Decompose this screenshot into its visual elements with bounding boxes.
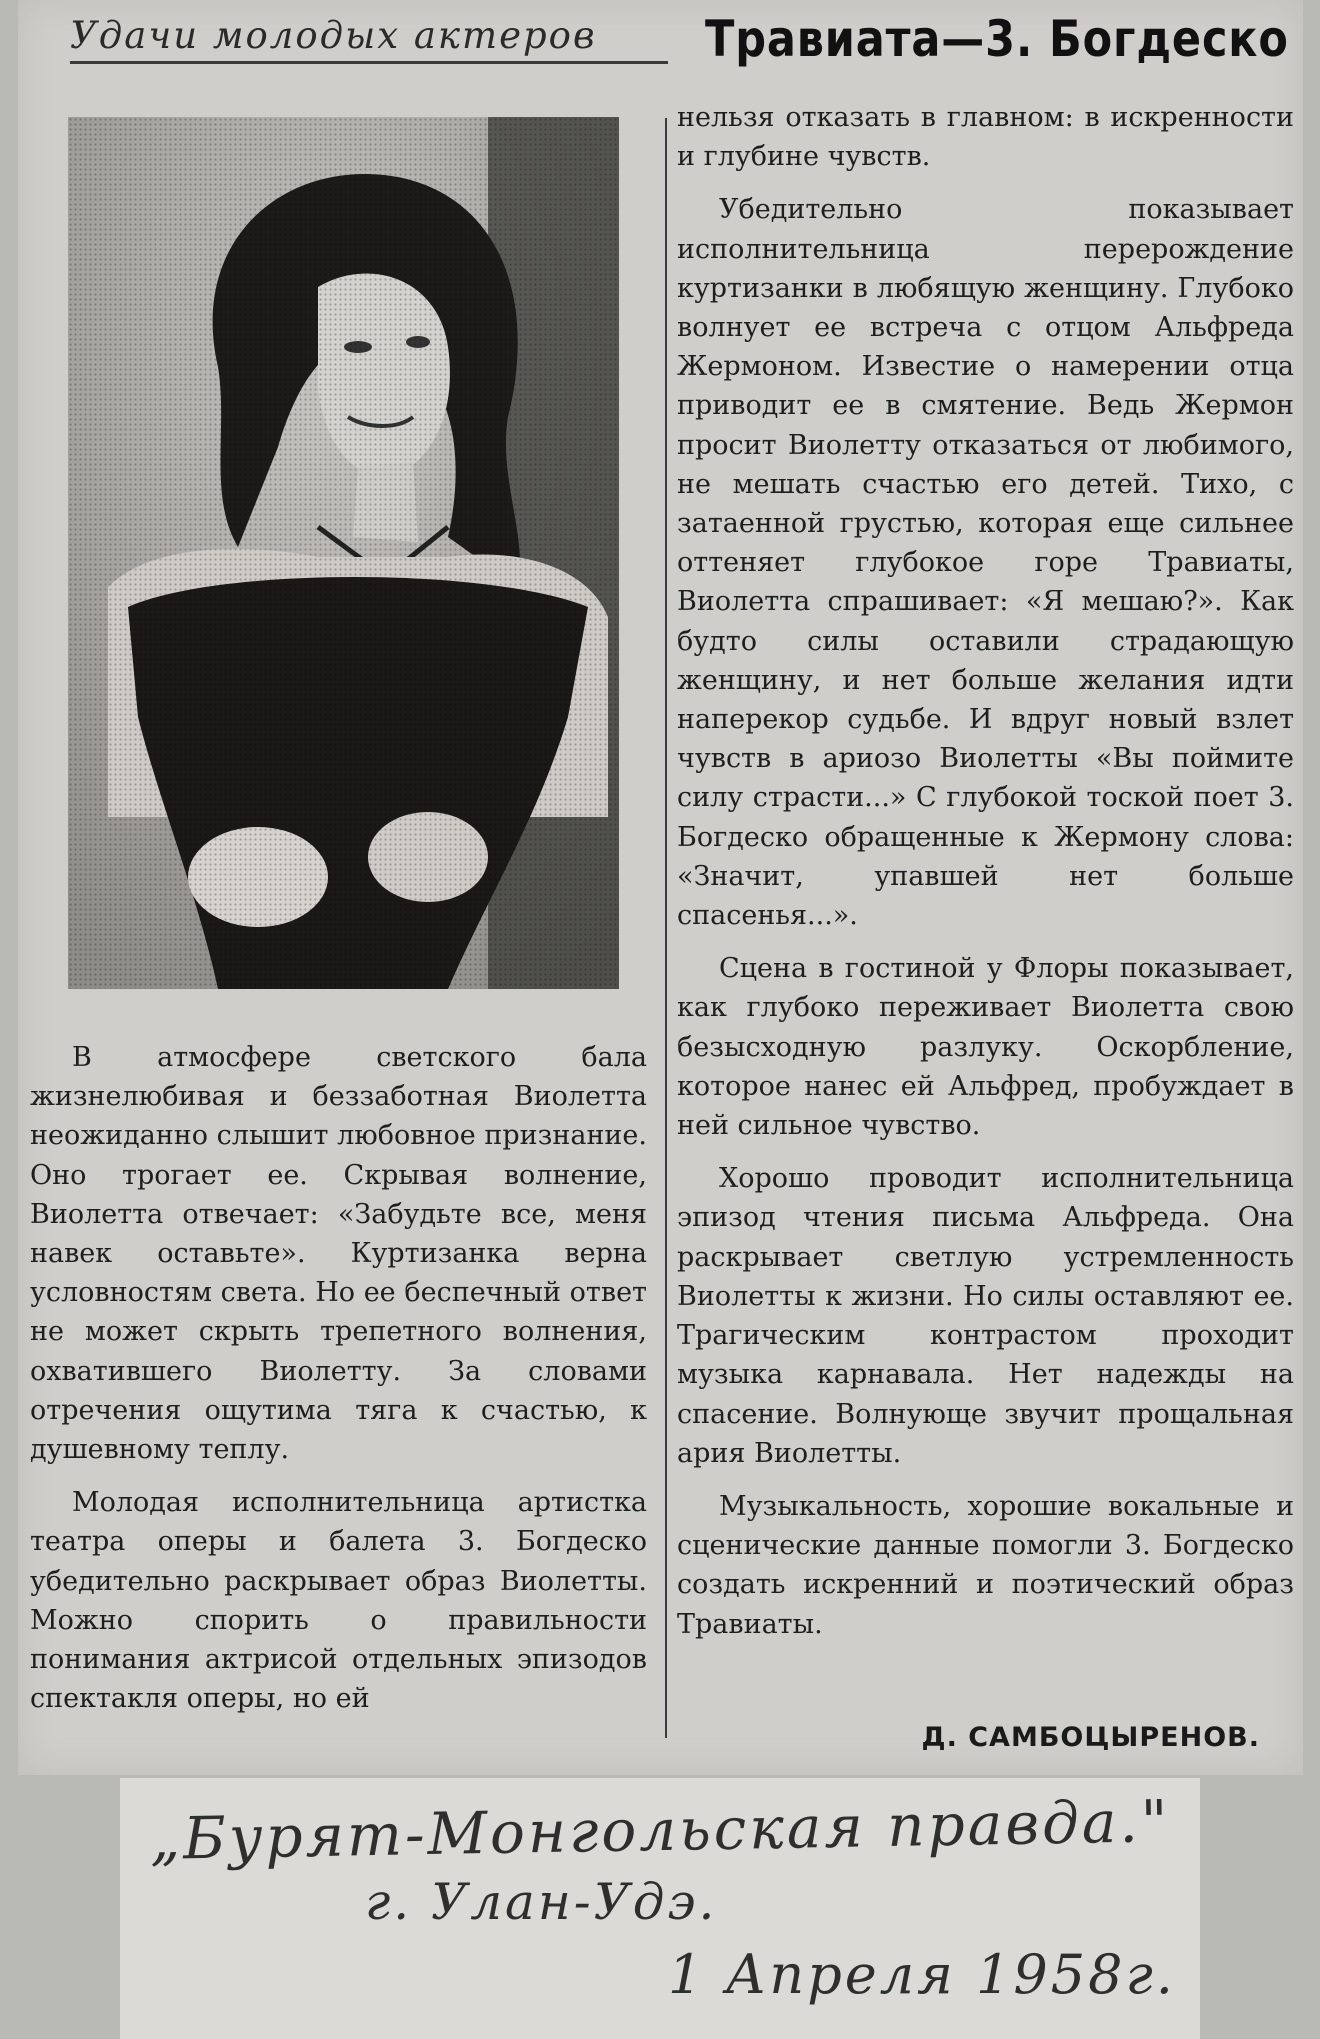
right-column xyxy=(677,98,1294,1658)
left-column xyxy=(30,1038,647,1732)
column-divider xyxy=(665,118,667,1738)
paragraph-continuation: нельзя отказать в главном: в искренности и глубине чувств. xyxy=(677,102,1294,173)
rubric: Удачи молодых актеров xyxy=(70,14,668,64)
handwritten-source-note xyxy=(120,1778,1200,2039)
handwritten-newspaper-name: „Бурят-Монгольская правда." xyxy=(149,1787,1172,1873)
handwritten-date: 1 Апреля 1958г. xyxy=(668,1943,1176,2006)
paragraph: Хорошо проводит исполнительница эпизод чтения письма Альфреда. Она раскрывает светлую устремленность Виолетты к жизни. Но силы оставляют ее. Трагическим контрастом проходит музыка карнавала. Нет надежды на спасение. Волнующе звучит прощальная ария Виолетты. xyxy=(677,1163,1294,1469)
portrait-photo xyxy=(68,117,619,989)
paragraph: Убедительно показывает исполнительница перерождение куртизанки в любящую женщину. Глубоко волнует ее встреча с отцом Альфреда Жермоном. Известие о намерении отца приводит ее в смятение. Ведь Жермон просит Виолетту отказаться от любимого, не мешать счастью его детей. Тихо, с затаенной грустью, которая еще сильнее оттеняет глубокое горе Травиаты, Виолетта спрашивает: «Я мешаю?». Как будто силы оставили страдающую женщину, и нет больше желания идти наперекор судьбе. И вдруг новый взлет чувств в ариозо Виолетты «Вы поймите силу страсти...» С глубокой тоской поет 3. Богдеско обращенные к Жермону слова: «Значит, упавшей нет больше спасенья...». xyxy=(677,194,1294,932)
author-signature: Д. САМБОЦЫРЕНОВ. xyxy=(921,1722,1260,1753)
paragraph: Музыкальность, хорошие вокальные и сценические данные помогли 3. Богдеско создать искренний и поэтический образ Травиаты. xyxy=(677,1490,1294,1640)
paragraph: Сцена в гостиной у Флоры показывает, как глубоко переживает Виолетта свою безысходную разлуку. Оскорбление, которое нанес ей Альфред, пробуждает в ней сильное чувство. xyxy=(677,953,1294,1142)
article-headline: Травиата—3. Богдеско xyxy=(705,10,1289,68)
paragraph: Молодая исполнительница артистка театра оперы и балета 3. Богдеско убедительно раскрывает образ Виолетты. Можно спорить о правильности понимания актрисой отдельных эпизодов спектакля оперы, но ей xyxy=(30,1487,647,1715)
portrait-photo-icon xyxy=(68,117,619,989)
handwritten-city: г. Улан-Удэ. xyxy=(365,1873,718,1931)
paragraph: В атмосфере светского бала жизнелюбивая и беззаботная Виолетта неожиданно слышит любовное признание. Оно трогает ее. Скрывая волнение, Виолетта отвечает: «Забудьте все, меня навек оставьте». Куртизанка верна условностям света. Но ее беспечный ответ не может скрыть трепетного волнения, охватившего Виолетту. За словами отречения ощутима тяга к счастью, к душевному теплу. xyxy=(30,1042,647,1466)
